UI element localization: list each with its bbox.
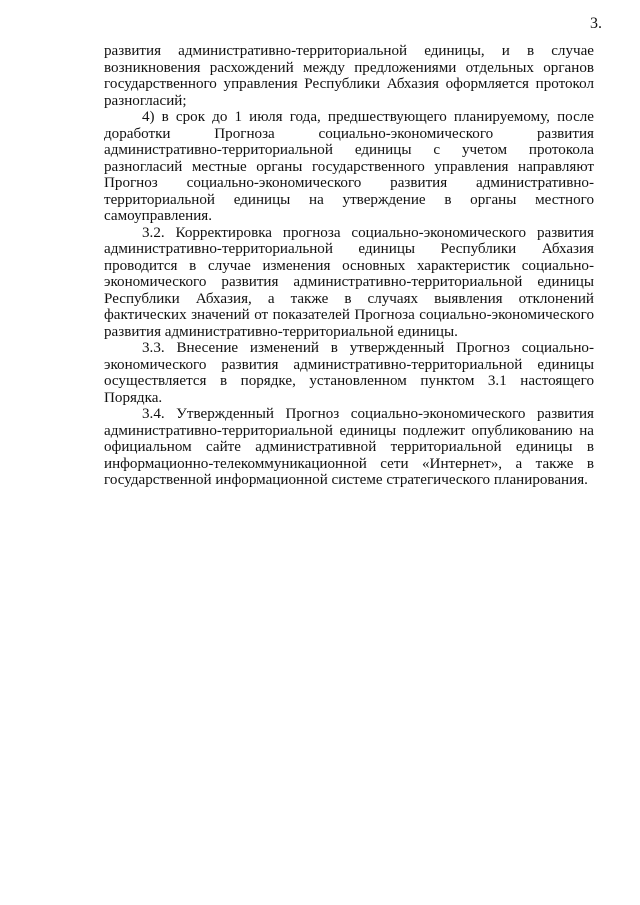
page-number: 3. [590, 15, 602, 32]
paragraph-continuation: развития административно-территориальной единицы, и в случае возникновения расхождений между предложениями отдельных органов государственного управления Республики Абхазия оформляется протокол разногласий; [104, 43, 594, 109]
paragraph-item-4: 4) в срок до 1 июля года, предшествующего планируемому, после доработки Прогноза социально-экономического развития административно-территориальной единицы с учетом протокола разногласий местные органы государственного управления направляют Прогноз социально-экономического развития административно-территориальной единицы на утверждение в органы местного самоуправления. [104, 109, 594, 224]
document-body [104, 43, 594, 489]
paragraph-3-4: 3.4. Утвержденный Прогноз социально-экономического развития административно-территориальной единицы подлежит опубликованию на официальном сайте административной территориальной единицы в информационно-телекоммуникационной сети «Интернет», а также в государственной информационной системе стратегического планирования. [104, 406, 594, 488]
paragraph-3-3: 3.3. Внесение изменений в утвержденный Прогноз социально-экономического развития административно-территориальной единицы осуществляется в порядке, установленном пунктом 3.1 настоящего Порядка. [104, 340, 594, 406]
paragraph-3-2: 3.2. Корректировка прогноза социально-экономического развития административно-территориальной единицы Республики Абхазия проводится в случае изменения основных характеристик социально-экономического развития административно-территориальной единицы Республики Абхазия, а также в случаях выявления отклонений фактических значений от показателей Прогноза социально-экономического развития административно-территориальной единицы. [104, 224, 594, 340]
